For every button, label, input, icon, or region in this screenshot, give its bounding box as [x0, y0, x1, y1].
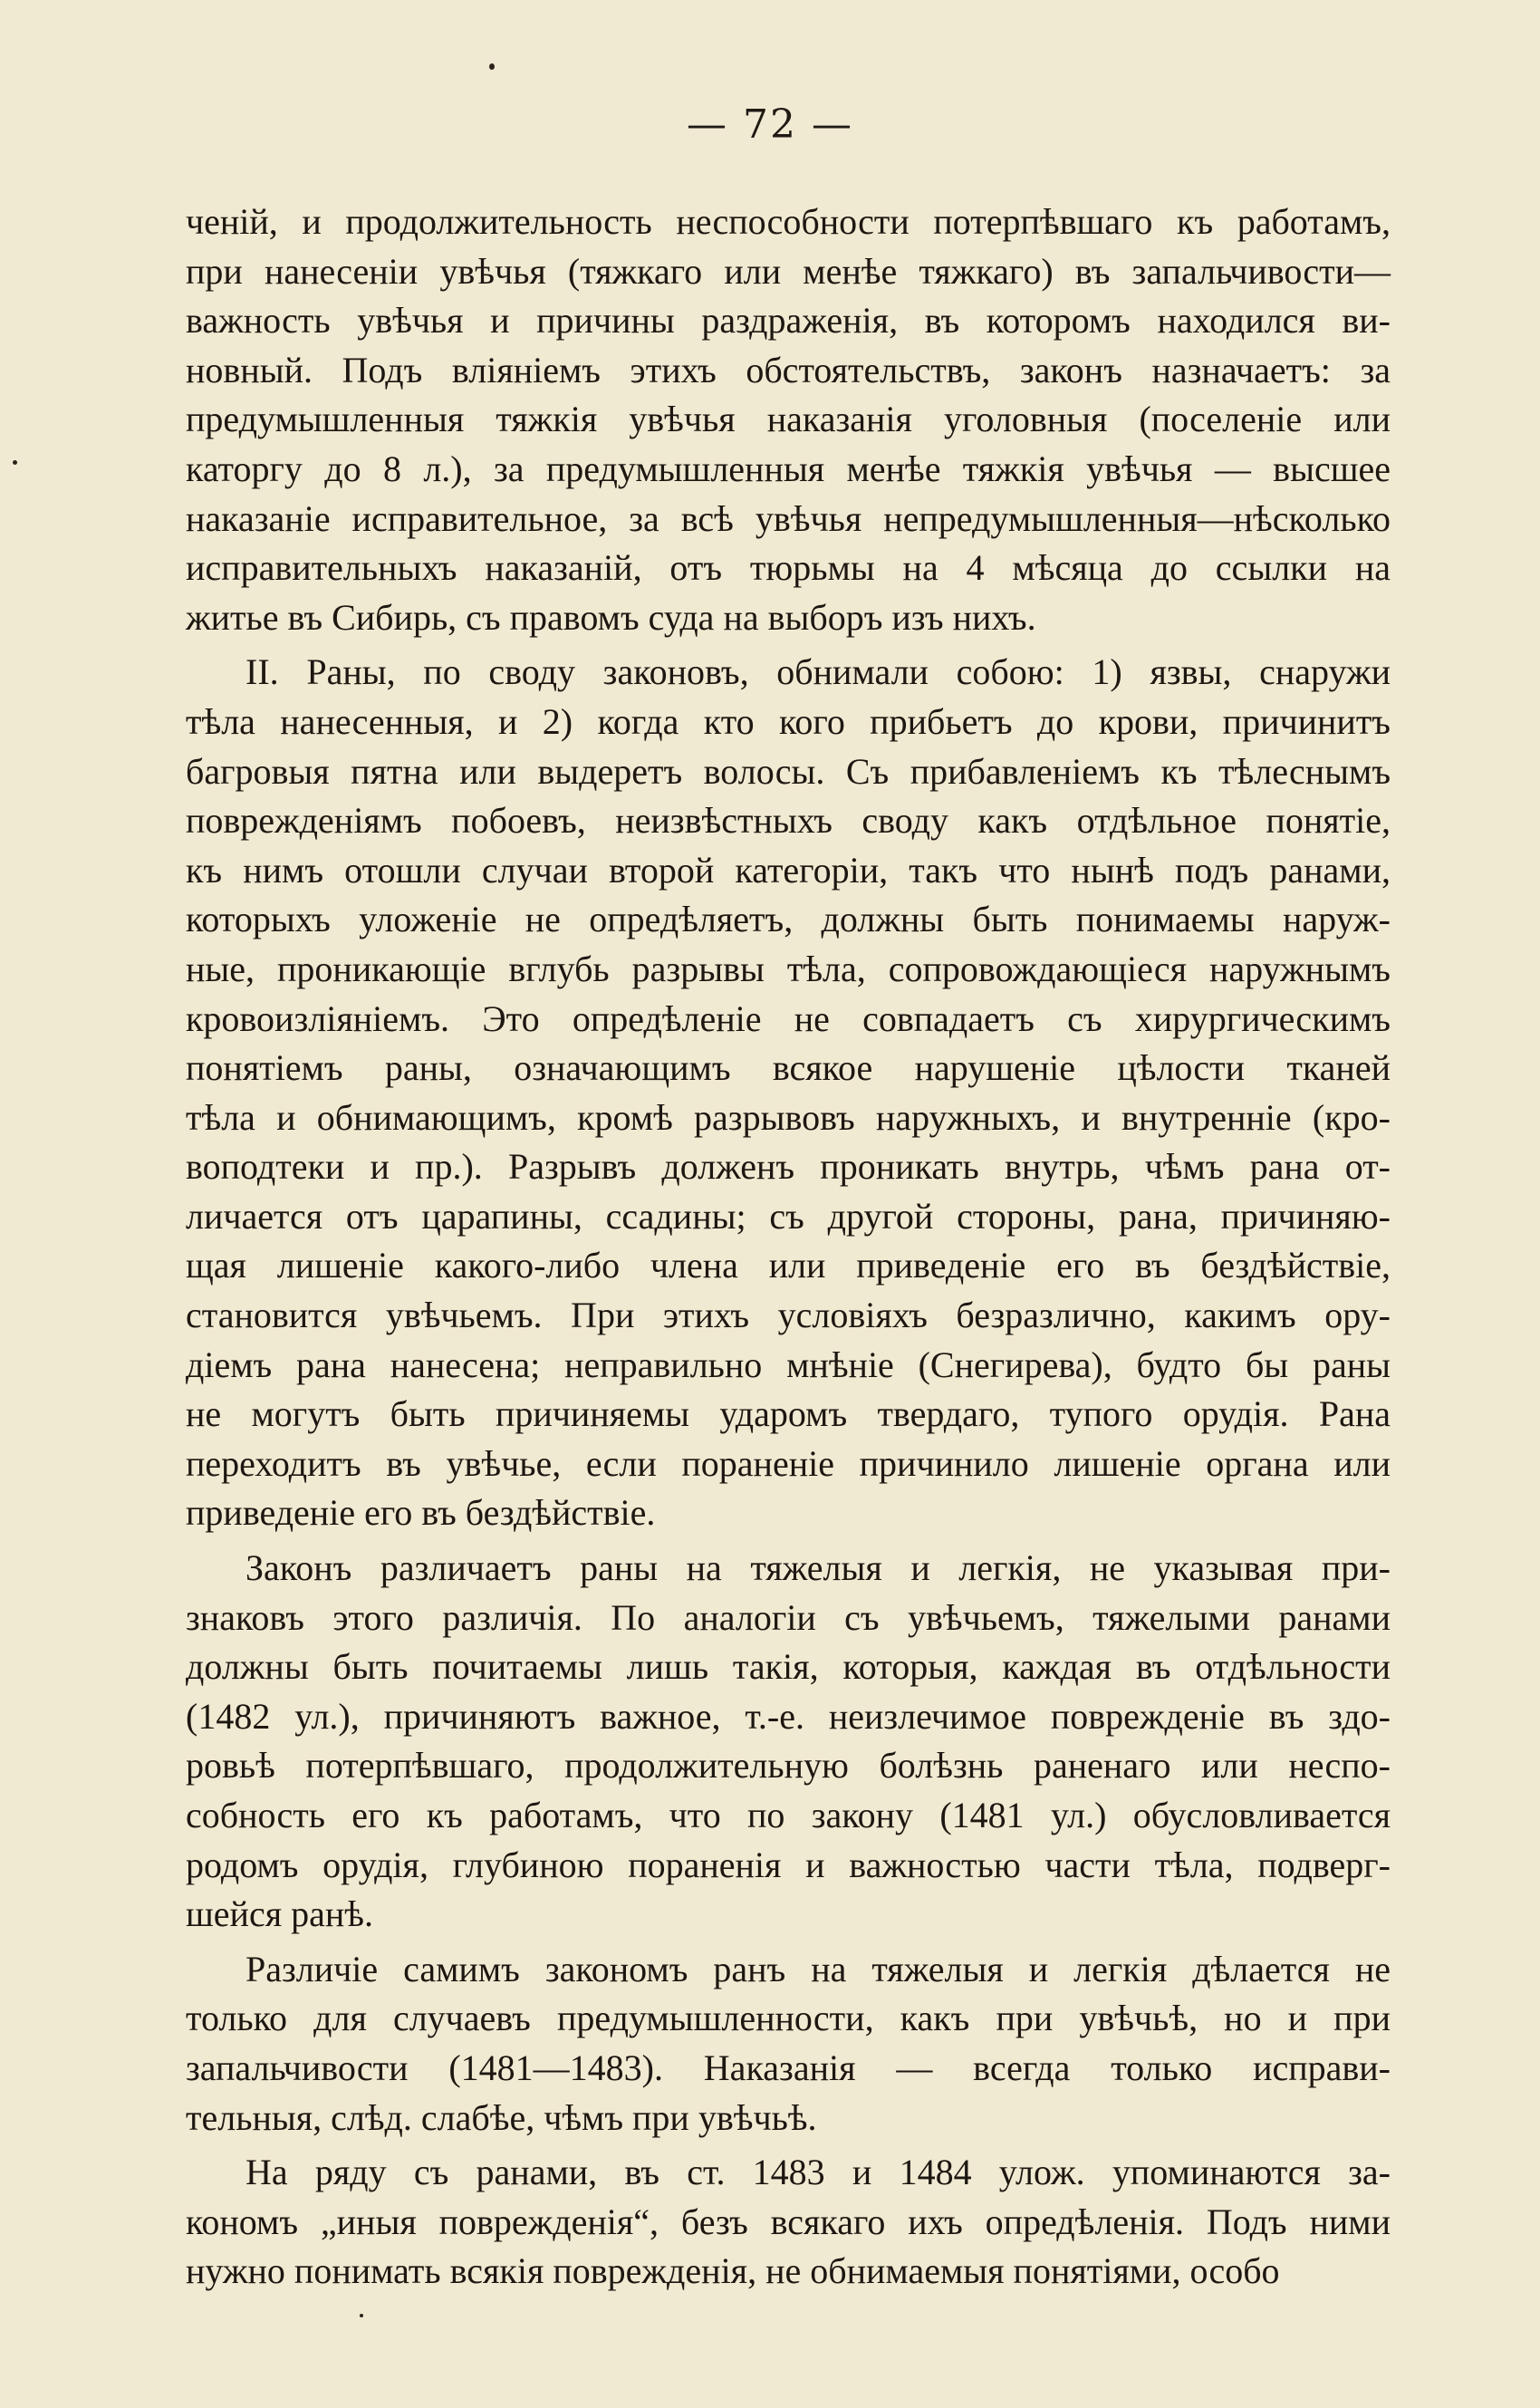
- text-line: ченій, и продолжительность неспособности потерпѣвшаго къ работамъ,: [186, 201, 1391, 242]
- page-number: — 72 —: [687, 101, 853, 148]
- text-line: запальчивости (1481—1483). Наказанія — всегда только исправи-: [186, 2047, 1391, 2088]
- text-line: Различіе самимъ закономъ ранъ на тяжелыя и легкія дѣлается не: [245, 1948, 1391, 1989]
- paragraph-p2: [186, 648, 1391, 1538]
- text-line: наказаніе исправительное, за всѣ увѣчья непредумышленныя—нѣсколько: [186, 497, 1391, 539]
- text-line: діемъ рана нанесена; неправильно мнѣніе (Снегирева), будто бы раны: [186, 1344, 1391, 1385]
- body-text: [186, 197, 1391, 2297]
- text-line: понятіемъ раны, означающимъ всякое нарушеніе цѣлости тканей: [186, 1047, 1391, 1089]
- ink-speck: [13, 460, 17, 465]
- text-line: при нанесеніи увѣчья (тяжкаго или менѣе тяжкаго) въ запальчивости—: [186, 250, 1391, 292]
- text-line: II. Раны, по своду законовъ, обнимали собою: 1) язвы, снаружи: [245, 651, 1391, 693]
- text-line: шейся ранѣ.: [186, 1893, 373, 1935]
- text-line: Законъ различаетъ раны на тяжелыя и легкія, не указывая при-: [245, 1547, 1391, 1589]
- text-line: щая лишеніе какого-либо члена или приведеніе его въ бездѣйствіе,: [186, 1245, 1391, 1286]
- ink-speck: [489, 63, 495, 70]
- text-line: новный. Подъ вліяніемъ этихъ обстоятельствъ, законъ назначаетъ: за: [186, 349, 1391, 390]
- text-line: житье въ Сибирь, съ правомъ суда на выборъ изъ нихъ.: [186, 596, 1036, 638]
- text-line: предумышленныя тяжкія увѣчья наказанія уголовныя (поселеніе или: [186, 399, 1391, 440]
- text-line: только для случаевъ предумышленности, какъ при увѣчьѣ, но и при: [186, 1998, 1391, 2039]
- text-line: переходитъ въ увѣчье, если пораненіе причинило лишеніе органа или: [186, 1442, 1391, 1484]
- text-line: кровоизліяніемъ. Это опредѣленіе не совпадаетъ съ хирургическимъ: [186, 997, 1391, 1039]
- text-line: собность его къ работамъ, что по закону (1481 ул.) обусловливается: [186, 1795, 1391, 1835]
- text-line: важность увѣчья и причины раздраженія, въ которомъ находился ви-: [186, 300, 1391, 342]
- paragraph-p3: [186, 1544, 1391, 1940]
- text-line: тельныя, слѣд. слабѣе, чѣмъ при увѣчьѣ.: [186, 2096, 817, 2138]
- text-line: исправительныхъ наказаній, отъ тюрьмы на 4 мѣсяца до ссылки на: [186, 547, 1391, 589]
- text-line: ные, проникающіе вглубь разрывы тѣла, сопровождающіеся наружнымъ: [186, 948, 1391, 989]
- ink-speck: [360, 2314, 363, 2317]
- text-line: тѣла и обнимающимъ, кромѣ разрывовъ наружныхъ, и внутренніе (кро-: [186, 1096, 1391, 1138]
- text-line: На ряду съ ранами, въ ст. 1483 и 1484 улож. упоминаются за-: [245, 2152, 1391, 2193]
- text-line: къ нимъ отошли случаи второй категоріи, такъ что нынѣ подъ ранами,: [186, 849, 1391, 891]
- text-line: нужно понимать всякія поврежденія, не обнимаемыя понятіями, особо: [186, 2250, 1280, 2292]
- text-line: каторгу до 8 л.), за предумышленныя менѣе тяжкія увѣчья — высшее: [186, 448, 1391, 489]
- paragraph-p1: [186, 197, 1391, 642]
- text-line: поврежденіямъ побоевъ, неизвѣстныхъ своду какъ отдѣльное понятіе,: [186, 800, 1391, 842]
- text-line: приведеніе его въ бездѣйствіе.: [186, 1492, 656, 1534]
- paragraph-p5: [186, 2148, 1391, 2297]
- text-line: кономъ „иныя поврежденія“, безъ всякаго ихъ опредѣленія. Подъ ними: [186, 2201, 1391, 2242]
- text-line: багровыя пятна или выдеретъ волосы. Съ прибавленіемъ къ тѣлеснымъ: [186, 750, 1391, 792]
- text-line: ровьѣ потерпѣвшаго, продолжительную болѣзнь раненаго или неспо-: [186, 1745, 1391, 1787]
- text-line: (1482 ул.), причиняютъ важное, т.-е. неизлечимое поврежденіе въ здо-: [186, 1695, 1391, 1737]
- text-line: которыхъ уложеніе не опредѣляетъ, должны быть понимаемы наруж-: [186, 899, 1391, 940]
- text-line: тѣла нанесенныя, и 2) когда кто кого прибьетъ до крови, причинитъ: [186, 700, 1391, 742]
- text-line: не могутъ быть причиняемы ударомъ твердаго, тупого орудія. Рана: [186, 1393, 1391, 1435]
- text-line: воподтеки и пр.). Разрывъ долженъ проникать внутрь, чѣмъ рана от-: [186, 1146, 1391, 1188]
- text-line: знаковъ этого различія. По аналогіи съ увѣчьемъ, тяжелыми ранами: [186, 1596, 1391, 1638]
- text-line: родомъ орудія, глубиною пораненія и важностью части тѣла, подверг-: [186, 1844, 1391, 1885]
- paragraph-p4: [186, 1945, 1391, 2143]
- text-line: становится увѣчьемъ. При этихъ условіяхъ безразлично, какимъ ору-: [186, 1295, 1391, 1336]
- text-line: личается отъ царапины, ссадины; съ другой стороны, рана, причиняю-: [186, 1195, 1391, 1237]
- text-line: должны быть почитаемы лишь такія, которыя, каждая въ отдѣльности: [186, 1646, 1391, 1688]
